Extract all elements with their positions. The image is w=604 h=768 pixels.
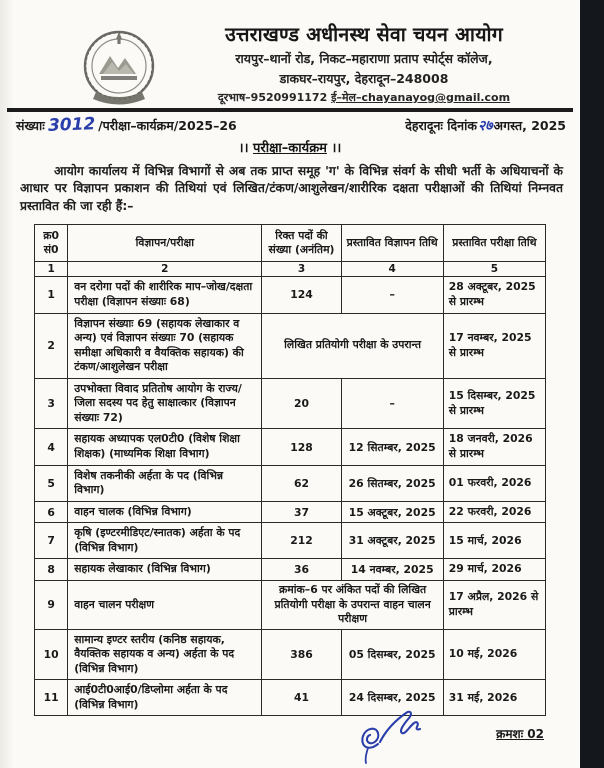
cell-serial-number: 11 bbox=[35, 680, 68, 716]
document-title: ।। परीक्षा–कार्यक्रम ।। bbox=[238, 141, 342, 156]
cell-serial-number: 8 bbox=[35, 559, 68, 581]
column-header: रिक्त पदों की संख्या (अनंतिम) bbox=[262, 225, 341, 262]
table-row bbox=[35, 580, 546, 629]
intro-paragraph: आयोग कार्यालय में विभिन्न विभागों से अब तक प्राप्त समूह 'ग' के विभिन्न संवर्ग के सीधी भर्ती के अधियाचनों के आधार पर विज्ञापन प्रकाशन की तिथियां एवं लिखित/टंकण/आशुलेखन/शारीरिक दक्षता परीक्षाओं की तिथियां निम्नवत प्रस्तावित की जा रही हैं:– bbox=[20, 164, 563, 213]
cell-exam-date: 17 नवम्बर, 2025 से प्रारम्भ bbox=[443, 313, 545, 378]
scan-edge-strip bbox=[580, 0, 604, 768]
phone-number: दूरभाष–9520991172 bbox=[217, 91, 328, 104]
column-header: क्र0 सं0 bbox=[35, 225, 68, 262]
cell-serial-number: 9 bbox=[35, 580, 68, 629]
cell-serial-number: 5 bbox=[35, 465, 68, 501]
table-row bbox=[35, 501, 546, 523]
cell-advertisement-date: 12 सितम्बर, 2025 bbox=[341, 429, 443, 465]
letterhead bbox=[0, 0, 580, 104]
signature-scribble bbox=[348, 702, 440, 766]
column-number: 2 bbox=[68, 262, 262, 277]
cell-exam-date: 15 दिसम्बर, 2025 से प्रारम्भ bbox=[443, 378, 545, 429]
cell-merged-note: लिखित प्रतियोगी परीक्षा के उपरान्त bbox=[262, 313, 443, 378]
cell-exam-date: 15 मार्च, 2026 bbox=[443, 523, 545, 559]
cell-serial-number: 4 bbox=[35, 429, 68, 465]
cell-description: आई0टी0आई0/डिप्लोमा अर्हता के पद (विभिन्न विभाग) bbox=[68, 680, 262, 716]
column-header: प्रस्तावित परीक्षा तिथि bbox=[443, 225, 545, 262]
cell-serial-number: 2 bbox=[35, 313, 68, 378]
exam-schedule-table bbox=[34, 224, 546, 716]
cell-vacancies: 62 bbox=[262, 465, 341, 501]
table-body bbox=[35, 277, 546, 716]
address-line-1: रायपुर–थानों रोड, निकट–महाराणा प्रताप स्पोर्ट्स कॉलेज, bbox=[235, 51, 493, 66]
cell-vacancies: 41 bbox=[262, 680, 341, 716]
table-row bbox=[35, 429, 546, 465]
cell-description: सामान्य इण्टर स्तरीय (कनिष्ठ सहायक, वैयक्तिक सहायक व अन्य) अर्हता के पद (विभिन्न विभाग) bbox=[68, 629, 262, 680]
table-row bbox=[35, 313, 546, 378]
column-number: 5 bbox=[443, 262, 545, 277]
cell-serial-number: 3 bbox=[35, 378, 68, 429]
table-row bbox=[35, 629, 546, 680]
cell-vacancies: 128 bbox=[262, 429, 341, 465]
cell-serial-number: 10 bbox=[35, 629, 68, 680]
reference-line bbox=[0, 112, 580, 135]
cell-advertisement-date: 26 सितम्बर, 2025 bbox=[341, 465, 443, 501]
cell-advertisement-date: 31 अक्टूबर, 2025 bbox=[341, 523, 443, 559]
column-header: प्रस्तावित विज्ञापन तिथि bbox=[341, 225, 443, 262]
cell-vacancies: 124 bbox=[262, 277, 341, 313]
cell-vacancies: 386 bbox=[262, 629, 341, 680]
cell-exam-date: 22 फरवरी, 2026 bbox=[443, 501, 545, 523]
cell-description: सहायक लेखाकार (विभिन्न विभाग) bbox=[68, 559, 262, 581]
cell-description: वाहन चालन परीक्षण bbox=[68, 580, 262, 629]
address-line-2: डाकघर–रायपुर, देहरादून–248008 bbox=[279, 71, 449, 86]
commission-seal-icon bbox=[72, 26, 166, 108]
cell-vacancies: 20 bbox=[262, 378, 341, 429]
cell-serial-number: 6 bbox=[35, 501, 68, 523]
cell-description: उपभोक्ता विवाद प्रतितोष आयोग के राज्य/जिला सदस्य पद हेतु साक्षात्कार (विज्ञापन संख्याः 72) bbox=[68, 378, 262, 429]
cell-advertisement-date: 15 अक्टूबर, 2025 bbox=[341, 501, 443, 523]
cell-exam-date: 31 मई, 2026 bbox=[443, 680, 545, 716]
cell-exam-date: 01 फरवरी, 2026 bbox=[443, 465, 545, 501]
table-row bbox=[35, 277, 546, 313]
table-row bbox=[35, 465, 546, 501]
table-head bbox=[35, 225, 546, 277]
table-row bbox=[35, 680, 546, 716]
cell-merged-note: क्रमांक–6 पर अंकित पदों की लिखित प्रतियोगी परीक्षा के उपरान्त वाहन चालन परीक्षण bbox=[262, 580, 443, 629]
cell-advertisement-date: – bbox=[341, 277, 443, 313]
cell-exam-date: 28 अक्टूबर, 2025 से प्रारम्भ bbox=[443, 277, 545, 313]
continuation-marker: क्रमशः 02 bbox=[496, 727, 544, 742]
handwritten-date: २७ bbox=[477, 117, 493, 135]
cell-advertisement-date: 14 नवम्बर, 2025 bbox=[341, 559, 443, 581]
table-row bbox=[35, 378, 546, 429]
cell-advertisement-date: – bbox=[341, 378, 443, 429]
cell-description: विज्ञापन संख्याः 69 (सहायक लेखाकार व अन्य) एवं विज्ञापन संख्याः 70 (सहायक समीक्षा अधिकारी व वैयक्तिक सहायक) की टंकण/आशुलेखन परीक्षा bbox=[68, 313, 262, 378]
column-header: विज्ञापन/परीक्षा bbox=[68, 225, 262, 262]
cell-exam-date: 29 मार्च, 2026 bbox=[443, 559, 545, 581]
cell-description: कृषि (इण्टरमीडिएट/स्नातक) अर्हता के पद (विभिन्न विभाग) bbox=[68, 523, 262, 559]
cell-description: विशेष तकनीकी अर्हता के पद (विभिन्न विभाग) bbox=[68, 465, 262, 501]
cell-vacancies: 212 bbox=[262, 523, 341, 559]
cell-exam-date: 18 जनवरी, 2026 से प्रारम्भ bbox=[443, 429, 545, 465]
column-number: 4 bbox=[341, 262, 443, 277]
email-address: ई–मेल–chayanayog@gmail.com bbox=[331, 91, 511, 104]
cell-serial-number: 7 bbox=[35, 523, 68, 559]
cell-advertisement-date: 24 दिसम्बर, 2025 bbox=[341, 680, 443, 716]
table-row bbox=[35, 559, 546, 581]
cell-exam-date: 17 अप्रैल, 2026 से प्रारम्भ bbox=[443, 580, 545, 629]
cell-serial-number: 1 bbox=[35, 277, 68, 313]
cell-advertisement-date: 05 दिसम्बर, 2025 bbox=[341, 629, 443, 680]
dispatch-date: देहरादूनः दिनांक२७अगस्त, 2025 bbox=[405, 116, 566, 135]
contact-line bbox=[168, 90, 560, 105]
org-name: उत्तराखण्ड अधीनस्थ सेवा चयन आयोग bbox=[225, 23, 503, 46]
cell-description: सहायक अध्यापक एल0टी0 (विशेष शिक्षा शिक्षक) (माध्यमिक शिक्षा विभाग) bbox=[68, 429, 262, 465]
column-number: 3 bbox=[262, 262, 341, 277]
cell-description: वन दरोगा पदों की शारीरिक माप–जोख/दक्षता परीक्षा (विज्ञापन संख्याः 68) bbox=[68, 277, 262, 313]
reference-number: संख्याः 3012 /परीक्षा–कार्यक्रम/2025–26 bbox=[16, 114, 237, 136]
cell-vacancies: 36 bbox=[262, 559, 341, 581]
table-row bbox=[35, 523, 546, 559]
cell-description: वाहन चालक (विभिन्न विभाग) bbox=[68, 501, 262, 523]
cell-vacancies: 37 bbox=[262, 501, 341, 523]
cell-exam-date: 10 मई, 2026 bbox=[443, 629, 545, 680]
column-number: 1 bbox=[35, 262, 68, 277]
handwritten-ref-number: 3012 bbox=[47, 114, 96, 136]
